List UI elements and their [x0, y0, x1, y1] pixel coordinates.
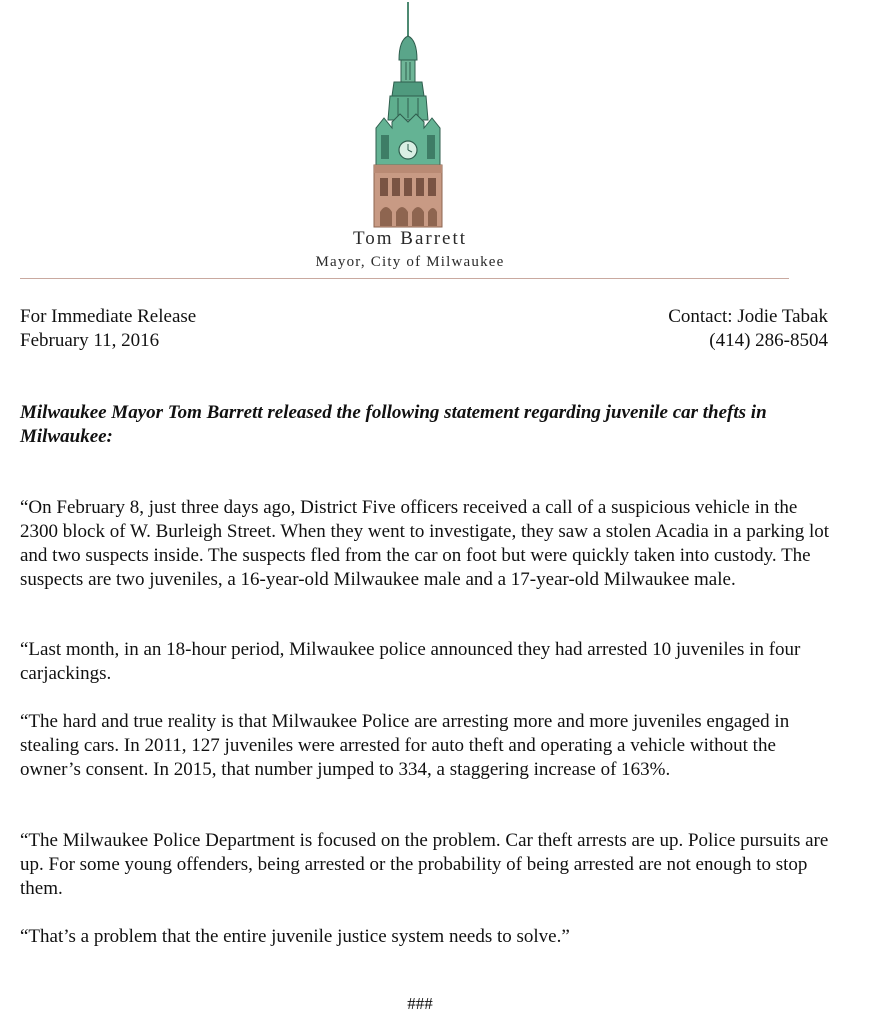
paragraph: “That’s a problem that the entire juvenile justice system needs to solve.” [20, 926, 570, 947]
paragraph: “On February 8, just three days ago, District Five officers received a call of a suspicious vehicle in the 2300 block of W. Burleigh Street. When they went to investigate, they saw a stolen Acadia in a parking lot and two suspects inside. The suspects fled from the car on foot but were quickly taken into custody. The suspects are two juveniles, a 16-year-old Milwaukee male and a 17-year-old Milwaukee male. [20, 497, 830, 590]
letterhead [0, 0, 877, 280]
contact-info [668, 305, 828, 353]
end-mark: ### [407, 994, 433, 1013]
statement-headline: Milwaukee Mayor Tom Barrett released the following statement regarding juvenile car thefts in Milwaukee: [20, 402, 767, 447]
mayor-title: Mayor, City of Milwaukee [315, 254, 505, 270]
paragraph: “The hard and true reality is that Milwaukee Police are arresting more and more juveniles engaged in stealing cars. In 2011, 127 juveniles were arrested for auto theft and operating a vehicle without the owner’s consent. In 2015, that number jumped to 334, a staggering increase of 163%. [20, 711, 790, 780]
letterhead-divider [20, 278, 789, 279]
city-hall-tower-icon [366, 0, 450, 230]
paragraph: “The Milwaukee Police Department is focused on the problem. Car theft arrests are up. Police pursuits are up. For some young offenders, being arrested or the probability of being arrested are not enough to stop them. [20, 830, 829, 899]
mayor-name: Tom Barrett [352, 228, 468, 249]
contact-name: Contact: Jodie Tabak [668, 306, 828, 327]
release-label: For Immediate Release [20, 306, 197, 327]
release-date: February 11, 2016 [20, 330, 160, 351]
paragraph: “Last month, in an 18-hour period, Milwaukee police announced they had arrested 10 juveniles in four carjackings. [20, 639, 801, 684]
release-info [20, 305, 196, 353]
contact-phone: (414) 286-8504 [709, 330, 828, 351]
